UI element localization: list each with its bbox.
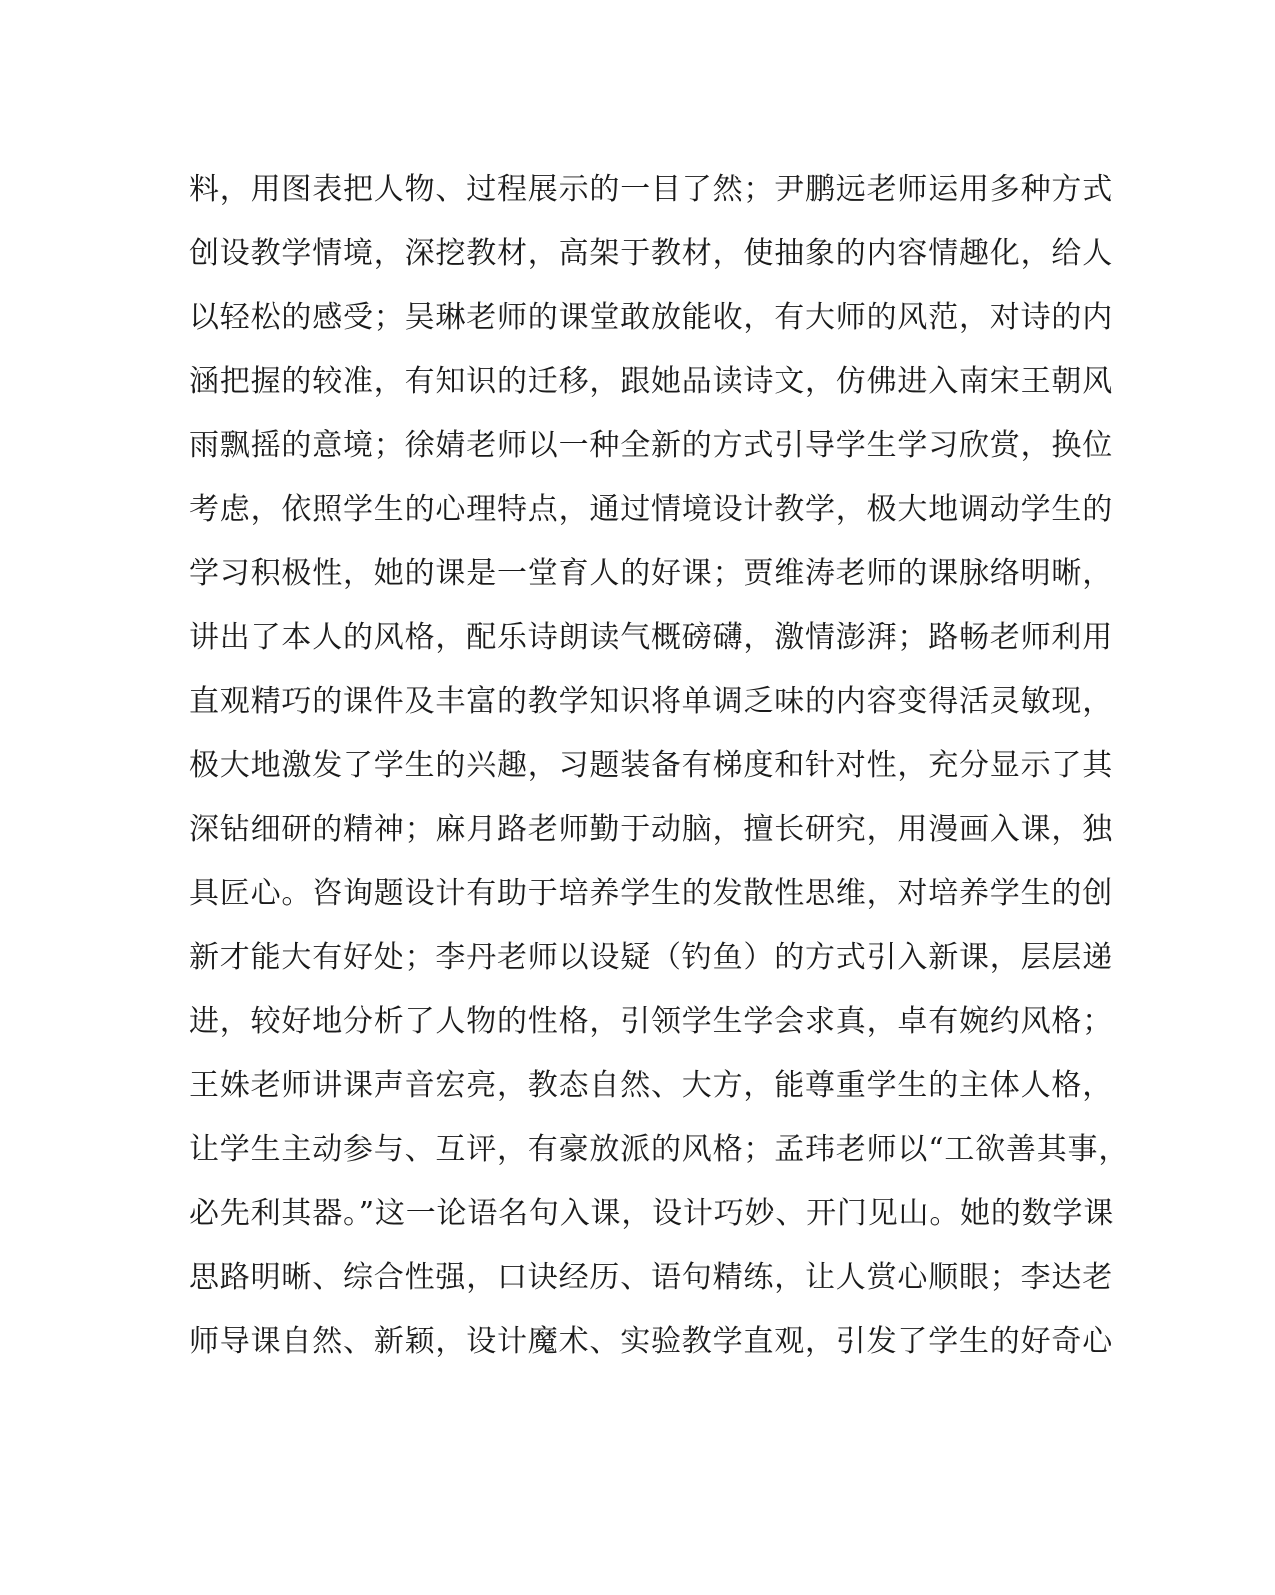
- text-line: 料，用图表把人物、过程展示的一目了然；尹鹏远老师运用多种方式: [189, 172, 1113, 207]
- text-line: 考虑，依照学生的心理特点，通过情境设计教学，极大地调动学生的: [189, 492, 1113, 527]
- text-line: 直观精巧的课件及丰富的教学知识将单调乏味的内容变得活灵敏现，: [189, 684, 1113, 719]
- text-line: 讲出了本人的风格，配乐诗朗读气概磅礴，激情澎湃；路畅老师利用: [189, 620, 1113, 655]
- text-line: 具匠心。咨询题设计有助于培养学生的发散性思维，对培养学生的创: [189, 876, 1113, 911]
- text-line: 思路明晰、综合性强，口诀经历、语句精练，让人赏心顺眼；李达老: [189, 1260, 1113, 1295]
- text-line: 进，较好地分析了人物的性格，引领学生学会求真，卓有婉约风格；: [189, 1004, 1113, 1039]
- text-line: 让学生主动参与、互评，有豪放派的风格；孟玮老师以“工欲善其事，: [189, 1132, 1130, 1167]
- text-line: 极大地激发了学生的兴趣，习题装备有梯度和针对性，充分显示了其: [189, 748, 1113, 783]
- text-line: 师导课自然、新颖，设计魔术、实验教学直观，引发了学生的好奇心: [189, 1324, 1113, 1359]
- body-paragraph: [189, 158, 1130, 1374]
- text-line: 涵把握的较准，有知识的迁移，跟她品读诗文，仿佛进入南宋王朝风: [189, 364, 1113, 399]
- text-line: 创设教学情境，深挖教材，高架于教材，使抽象的内容情趣化，给人: [189, 236, 1113, 271]
- text-line: 以轻松的感受；吴琳老师的课堂敢放能收，有大师的风范，对诗的内: [189, 300, 1113, 335]
- text-line: 学习积极性，她的课是一堂育人的好课；贾维涛老师的课脉络明晰，: [189, 556, 1113, 591]
- text-line: 雨飘摇的意境；徐婧老师以一种全新的方式引导学生学习欣赏，换位: [189, 428, 1113, 463]
- text-line: 深钻细研的精神；麻月路老师勤于动脑，擅长研究，用漫画入课，独: [189, 812, 1113, 847]
- text-line: 必先利其器。”这一论语名句入课，设计巧妙、开门见山。她的数学课: [189, 1196, 1115, 1231]
- text-line: 新才能大有好处；李丹老师以设疑（钓鱼）的方式引入新课，层层递: [189, 940, 1113, 975]
- text-line: 王姝老师讲课声音宏亮，教态自然、大方，能尊重学生的主体人格，: [189, 1068, 1113, 1103]
